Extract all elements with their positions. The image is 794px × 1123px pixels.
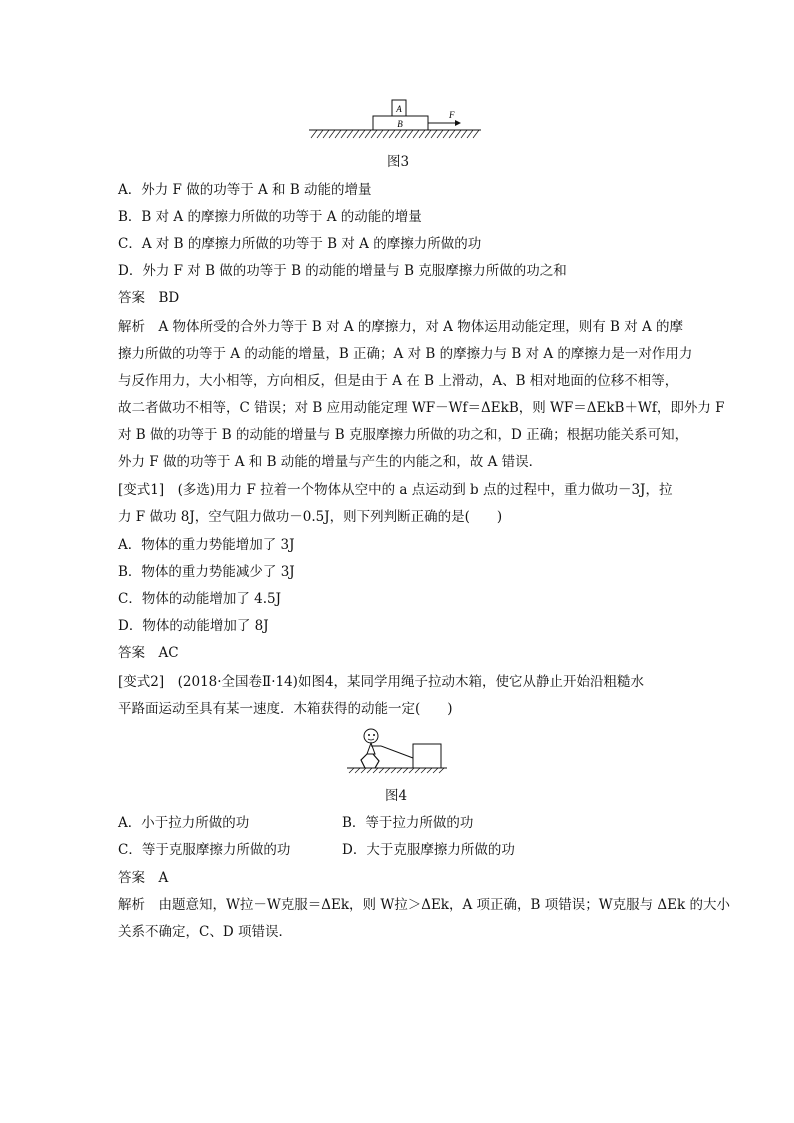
v2-answer: 答案 A: [118, 870, 169, 886]
q1-option-b: B．B 对 A 的摩擦力所做的功等于 A 的动能的增量: [118, 209, 422, 225]
v2-analysis-line: 解析 由题意知，W拉－W克服＝ΔEk，则 W拉＞ΔEk，A 项正确，B 项错误；W克服与 ΔEk 的大小: [118, 897, 730, 913]
v1-option-d: D．物体的动能增加了 8J: [118, 618, 269, 634]
v1-stem-line: 力 F 做功 8J，空气阻力做功－0.5J，则下列判断正确的是( ): [118, 509, 503, 525]
v2-option-b: B．等于拉力所做的功: [342, 815, 474, 831]
q1-option-a: A．外力 F 做的功等于 A 和 B 动能的增量: [118, 182, 372, 198]
v1-answer: 答案 AC: [118, 645, 179, 661]
q1-analysis-line: 对 B 做的功等于 B 的动能的增量与 B 克服摩擦力所做的功之和，D 正确；根据功能关系可知，: [118, 427, 689, 443]
v2-stem-line: 平路面运动至具有某一速度．木箱获得的动能一定( ): [118, 701, 453, 717]
q1-analysis-line: 故二者做功不相等，C 错误；对 B 应用动能定理 WF－Wf＝ΔEkB，则 WF＝ΔEkB＋Wf，即外力 F: [118, 400, 725, 416]
figure-4-caption: 图4: [385, 788, 408, 804]
v2-analysis-line: 关系不确定，C、D 项错误．: [118, 924, 292, 940]
q1-option-d: D．外力 F 对 B 做的功等于 B 的动能的增量与 B 克服摩擦力所做的功之和: [118, 263, 567, 279]
q1-analysis-line: 外力 F 做的功等于 A 和 B 动能的增量与产生的内能之和，故 A 错误．: [118, 454, 543, 470]
q1-option-c: C．A 对 B 的摩擦力所做的功等于 B 对 A 的摩擦力所做的功: [118, 236, 482, 252]
v1-option-c: C．物体的动能增加了 4.5J: [118, 591, 282, 607]
v2-option-c: C．等于克服摩擦力所做的功: [118, 842, 291, 858]
block-a-label: A: [396, 104, 402, 114]
q1-analysis-line: 与反作用力，大小相等，方向相反，但是由于 A 在 B 上滑动，A、B 相对地面的位移不相等，: [118, 373, 679, 389]
force-f-label: F: [449, 110, 455, 120]
q1-analysis-line: 擦力所做的功等于 A 的动能的增量，B 正确；A 对 B 的摩擦力与 B 对 A 的摩擦力是一对作用力: [118, 346, 693, 362]
v2-option-a: A．小于拉力所做的功: [118, 815, 250, 831]
v1-option-a: A．物体的重力势能增加了 3J: [118, 537, 295, 553]
v1-stem-line: [变式1] (多选)用力 F 拉着一个物体从空中的 a 点运动到 b 点的过程中，重力做功－3J，拉: [118, 482, 673, 498]
q1-analysis-line: 解析 A 物体所受的合外力等于 B 对 A 的摩擦力，对 A 物体运用动能定理，则有 B 对 A 的摩: [118, 319, 684, 335]
v2-option-d: D．大于克服摩擦力所做的功: [342, 842, 515, 858]
v1-option-b: B．物体的重力势能减少了 3J: [118, 564, 295, 580]
figure-3-caption: 图3: [387, 154, 410, 170]
figure-4-diagram: [345, 724, 450, 774]
block-b-label: B: [397, 119, 403, 129]
figure-3-diagram: [305, 96, 485, 142]
v2-stem-line: [变式2] (2018·全国卷Ⅱ·14)如图4，某同学用绳子拉动木箱，使它从静止开始沿粗糙水: [118, 674, 645, 690]
q1-answer: 答案 BD: [118, 290, 180, 306]
